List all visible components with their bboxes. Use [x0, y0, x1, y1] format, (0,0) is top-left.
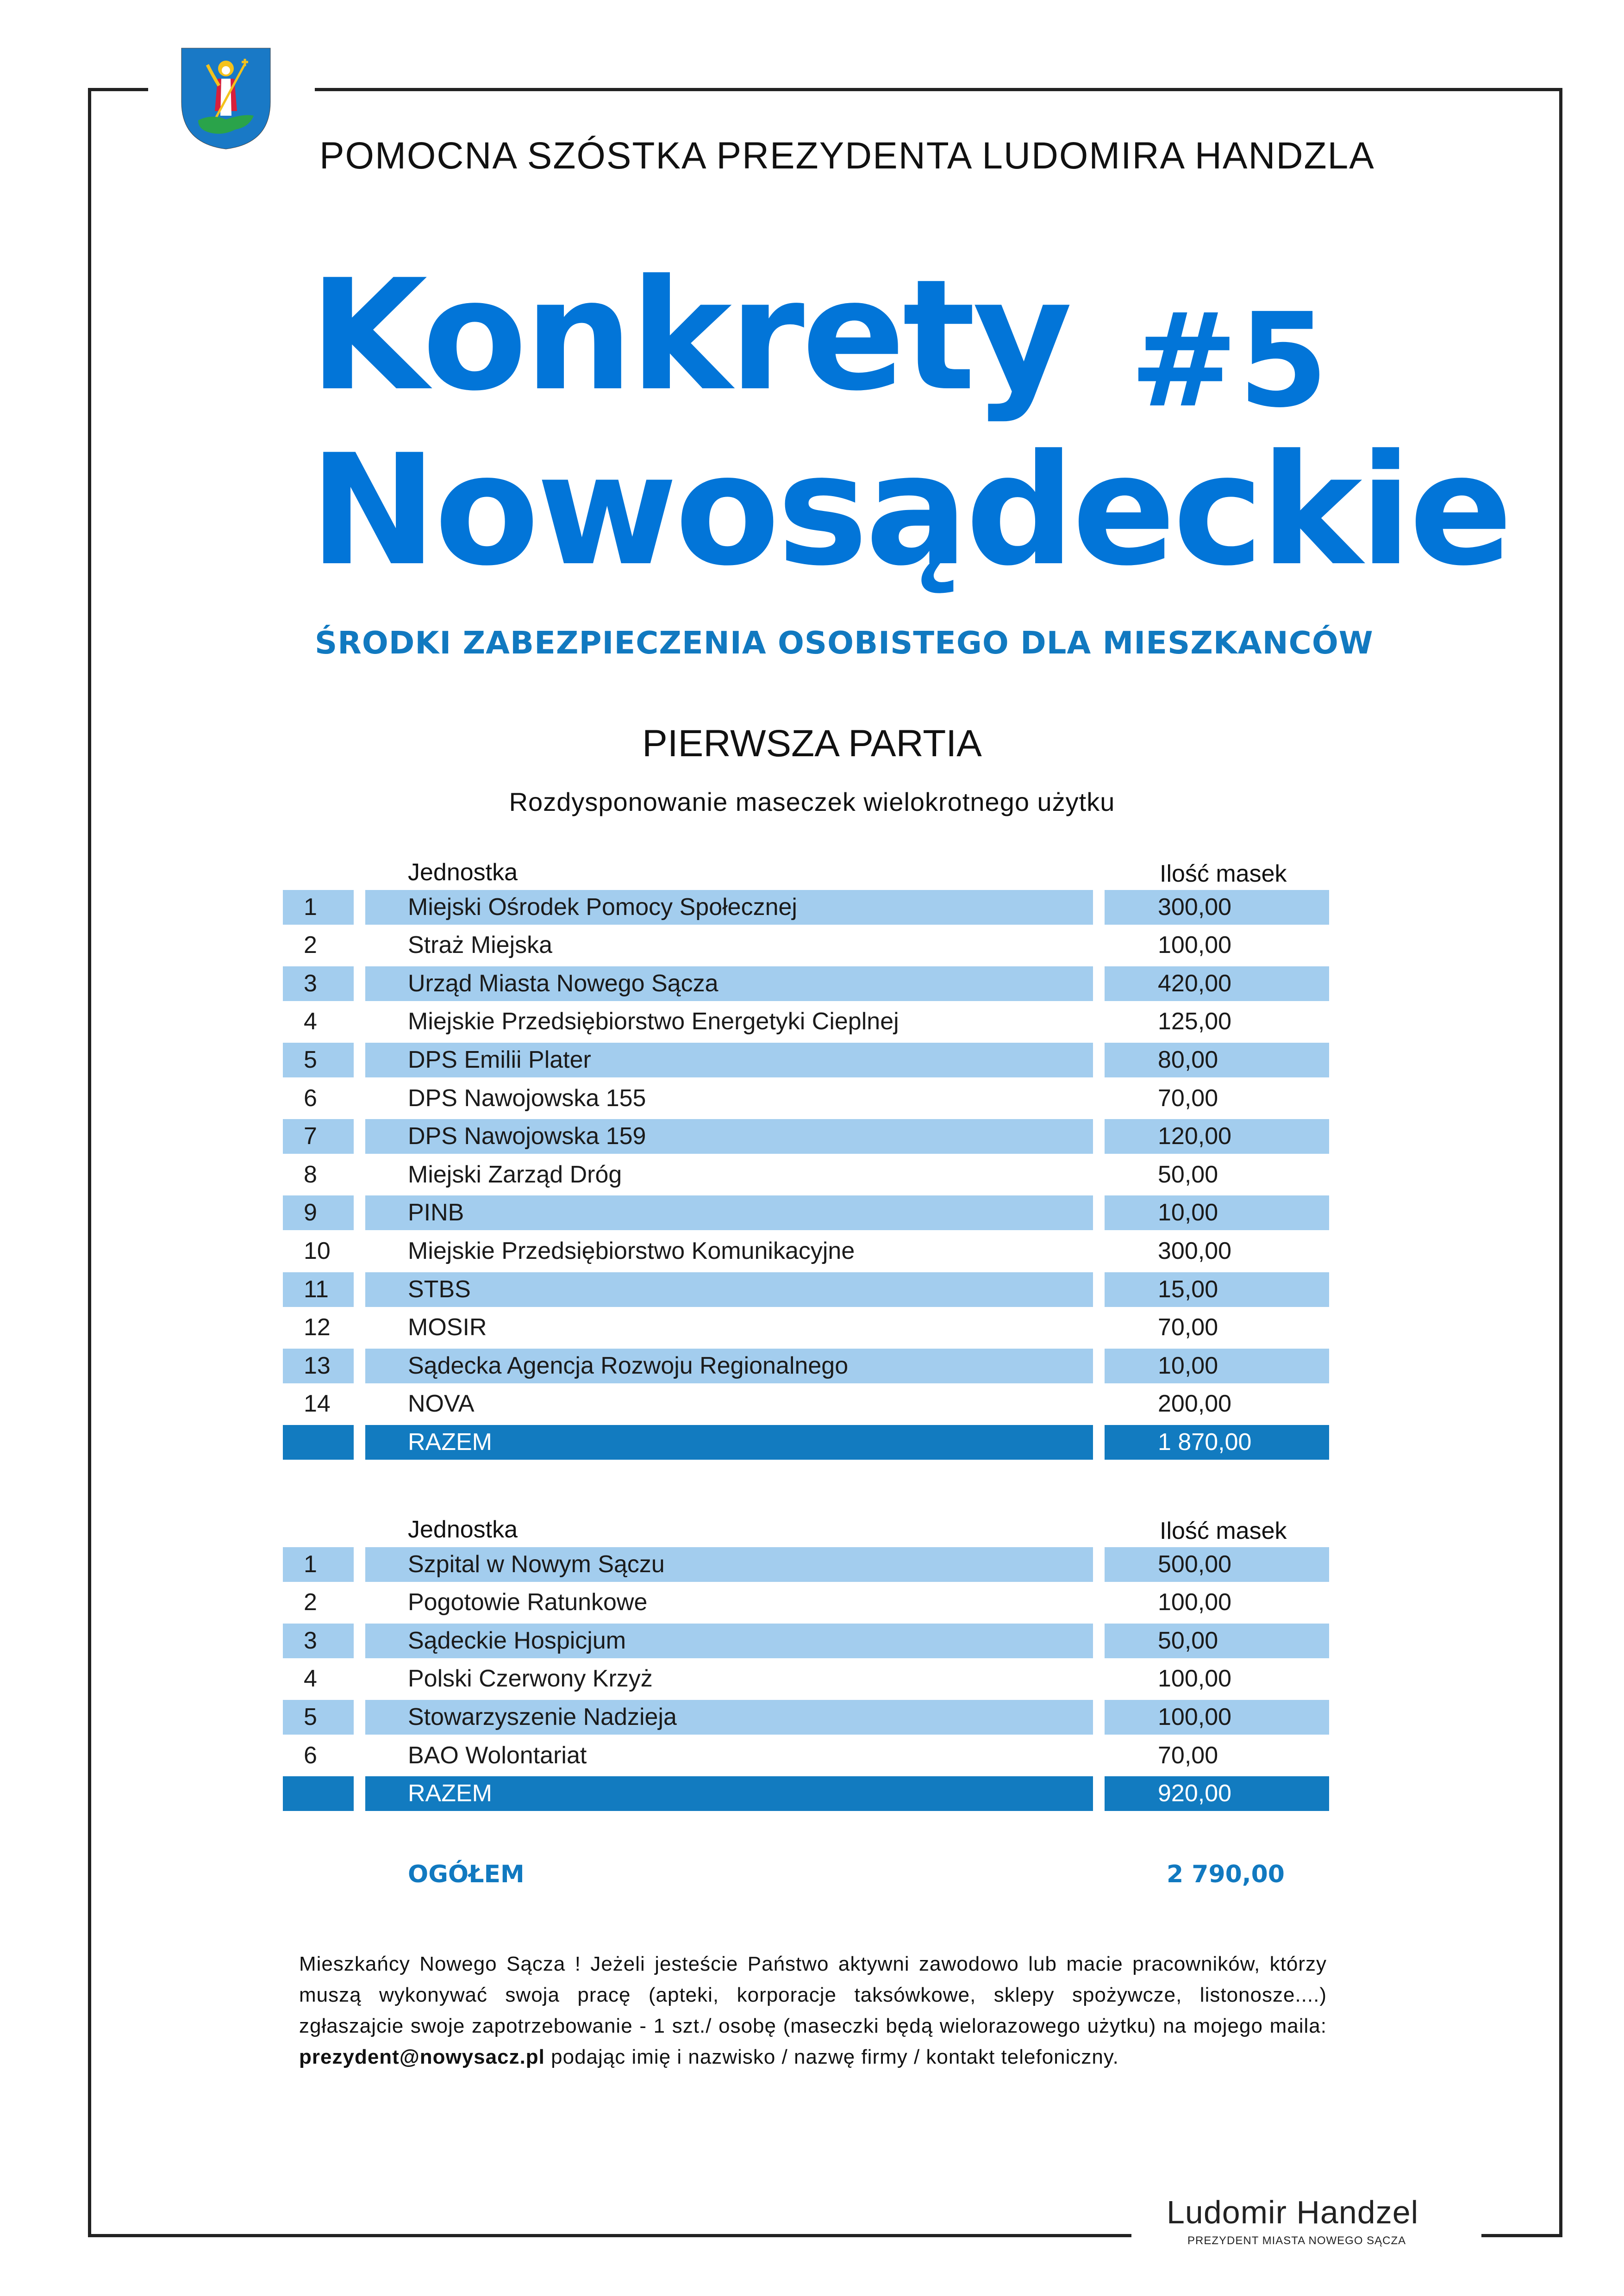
row-number: 9: [283, 1195, 354, 1230]
subtitle: ŚRODKI ZABEZPIECZENIA OSOBISTEGO DLA MIESZKANCÓW: [315, 625, 1374, 661]
total-quantity: 920,00: [1105, 1776, 1329, 1811]
grand-total-label: OGÓŁEM: [408, 1860, 525, 1888]
mask-quantity: 300,00: [1105, 890, 1329, 925]
table-row: [283, 1387, 1329, 1421]
mask-quantity: 70,00: [1158, 1084, 1218, 1112]
mask-quantity: 100,00: [1158, 1589, 1232, 1616]
table-row: [283, 1738, 1329, 1773]
table-row: [283, 1119, 1329, 1154]
notice-paragraph: [299, 1948, 1327, 2072]
row-number: 2: [304, 932, 317, 959]
table-row: [283, 1310, 1329, 1345]
unit-name: PINB: [365, 1195, 1093, 1230]
unit-name: Stowarzyszenie Nadzieja: [365, 1700, 1093, 1735]
unit-name: Straż Miejska: [408, 932, 553, 959]
unit-name: Polski Czerwony Krzyż: [408, 1665, 653, 1692]
frame-bottom-left: [88, 2234, 1131, 2237]
unit-name: MOSIR: [408, 1314, 487, 1341]
table-row: [283, 1661, 1329, 1696]
unit-name: STBS: [365, 1272, 1093, 1307]
campaign-tagline: POMOCNA SZÓSTKA PREZYDENTA LUDOMIRA HANDZLA: [319, 135, 1375, 177]
total-row: [283, 1425, 1329, 1460]
column-header-quantity: Ilość masek: [1160, 1518, 1287, 1544]
table-row: [283, 890, 1329, 925]
row-number: 12: [304, 1314, 331, 1341]
mask-quantity: 200,00: [1158, 1390, 1232, 1418]
table-row: [283, 1157, 1329, 1192]
unit-name: Sądecka Agencja Rozwoju Regionalnego: [365, 1349, 1093, 1383]
mask-quantity: 70,00: [1158, 1314, 1218, 1341]
signature-role: PREZYDENT MIASTA NOWEGO SĄCZA: [1187, 2234, 1406, 2247]
title-line-2: Nowosądeckie: [309, 422, 1510, 599]
title-line-1: Konkrety: [309, 247, 1070, 424]
row-number: 11: [283, 1272, 354, 1307]
total-number-cell: [283, 1425, 354, 1460]
table-header: [283, 859, 1329, 886]
row-number: 3: [283, 966, 354, 1001]
table-row: [283, 1272, 1329, 1307]
table-row: [283, 1195, 1329, 1230]
email-link[interactable]: prezydent@nowysacz.pl: [299, 2046, 545, 2068]
issue-number: #5: [1130, 286, 1329, 436]
column-header-unit: Jednostka: [408, 1516, 518, 1543]
mask-quantity: 10,00: [1105, 1349, 1329, 1383]
row-number: 4: [304, 1008, 317, 1035]
table-row: [283, 928, 1329, 963]
notice-text: Mieszkańcy Nowego Sącza ! Jeżeli jesteście Państwo aktywni zawodowo lub macie pracowników, którzy muszą wykonywać swoja pracę (apteki, korporacje taksówkowe, sklepy spożywcze, listonosze....) zgłaszajcie swoje zapotrzebowanie - 1 szt./ osobę (maseczki będą wielorazowego użytku) na mojego maila:: [299, 1953, 1327, 2037]
mask-quantity: 420,00: [1105, 966, 1329, 1001]
mask-quantity: 100,00: [1105, 1700, 1329, 1735]
unit-name: Sądeckie Hospicjum: [365, 1624, 1093, 1658]
row-number: 7: [283, 1119, 354, 1154]
table-row: [283, 1585, 1329, 1620]
unit-name: Miejski Zarząd Dróg: [408, 1161, 622, 1188]
mask-quantity: 70,00: [1158, 1742, 1218, 1769]
mask-quantity: 50,00: [1105, 1624, 1329, 1658]
row-number: 8: [304, 1161, 317, 1188]
frame-top-left: [88, 88, 148, 91]
mask-quantity: 500,00: [1105, 1547, 1329, 1582]
unit-name: BAO Wolontariat: [408, 1742, 587, 1769]
mask-quantity: 120,00: [1105, 1119, 1329, 1154]
unit-name: Miejski Ośrodek Pomocy Społecznej: [365, 890, 1093, 925]
row-number: 5: [283, 1700, 354, 1735]
row-number: 14: [304, 1390, 331, 1418]
frame-right: [1559, 88, 1562, 2237]
row-number: 4: [304, 1665, 317, 1692]
table-row: [283, 1234, 1329, 1269]
distribution-table-1: [283, 859, 1329, 1460]
total-number-cell: [283, 1776, 354, 1811]
distribution-table-2: [283, 1516, 1329, 1811]
table-row: [283, 1081, 1329, 1116]
unit-name: NOVA: [408, 1390, 475, 1418]
section-subheading: Rozdysponowanie maseczek wielokrotnego użytku: [509, 787, 1115, 816]
mask-quantity: 100,00: [1158, 932, 1232, 959]
total-quantity: 1 870,00: [1105, 1425, 1329, 1460]
row-number: 1: [283, 1547, 354, 1582]
unit-name: Miejskie Przedsiębiorstwo Komunikacyjne: [408, 1237, 855, 1264]
row-number: 2: [304, 1589, 317, 1616]
unit-name: DPS Nawojowska 159: [365, 1119, 1093, 1154]
total-label: RAZEM: [365, 1425, 1093, 1460]
total-label: RAZEM: [365, 1776, 1093, 1811]
table-row: [283, 1004, 1329, 1039]
column-header-unit: Jednostka: [408, 859, 518, 886]
table-row: [283, 966, 1329, 1001]
row-number: 6: [304, 1084, 317, 1112]
mask-quantity: 15,00: [1105, 1272, 1329, 1307]
unit-name: DPS Nawojowska 155: [408, 1084, 646, 1112]
row-number: 5: [283, 1043, 354, 1077]
mask-quantity: 125,00: [1158, 1008, 1232, 1035]
table-row: [283, 1624, 1329, 1658]
row-number: 10: [304, 1237, 331, 1264]
table-row: [283, 1547, 1329, 1582]
table-row: [283, 1700, 1329, 1735]
signature-name: Ludomir Handzel: [1167, 2194, 1419, 2230]
frame-top-right: [315, 88, 1562, 91]
notice-text-end: podając imię i nazwisko / nazwę firmy / kontakt telefoniczny.: [544, 2046, 1119, 2068]
mask-quantity: 100,00: [1158, 1665, 1232, 1692]
section-heading: PIERWSZA PARTIA: [642, 722, 982, 765]
row-number: 3: [283, 1624, 354, 1658]
row-number: 1: [283, 890, 354, 925]
frame-bottom-right: [1481, 2234, 1562, 2237]
row-number: 13: [283, 1349, 354, 1383]
unit-name: Miejskie Przedsiębiorstwo Energetyki Cieplnej: [408, 1008, 899, 1035]
city-coat-of-arms-icon: [180, 46, 272, 150]
grand-total-value: 2 790,00: [1167, 1860, 1285, 1888]
total-row: [283, 1776, 1329, 1811]
unit-name: DPS Emilii Plater: [365, 1043, 1093, 1077]
unit-name: Szpital w Nowym Sączu: [365, 1547, 1093, 1582]
table-row: [283, 1349, 1329, 1383]
mask-quantity: 50,00: [1158, 1161, 1218, 1188]
table-row: [283, 1043, 1329, 1077]
table-header: [283, 1516, 1329, 1543]
mask-quantity: 80,00: [1105, 1043, 1329, 1077]
mask-quantity: 10,00: [1105, 1195, 1329, 1230]
frame-left: [88, 88, 91, 2237]
mask-quantity: 300,00: [1158, 1237, 1232, 1264]
column-header-quantity: Ilość masek: [1160, 860, 1287, 887]
unit-name: Pogotowie Ratunkowe: [408, 1589, 648, 1616]
unit-name: Urząd Miasta Nowego Sącza: [365, 966, 1093, 1001]
row-number: 6: [304, 1742, 317, 1769]
